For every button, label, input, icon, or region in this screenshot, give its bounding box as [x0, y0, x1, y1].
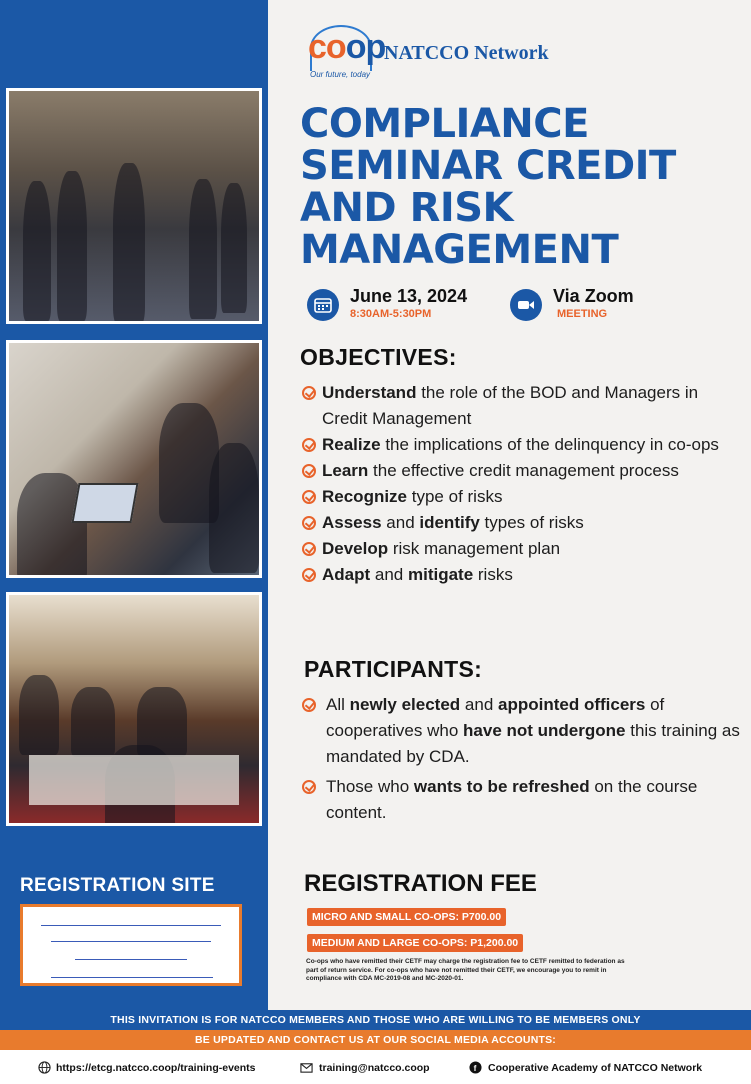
check-circle-icon: [302, 490, 316, 504]
natcco-logo: [308, 28, 608, 86]
event-venue-sub: MEETING: [557, 308, 608, 320]
registration-line: [51, 977, 213, 978]
check-circle-icon: [302, 516, 316, 530]
registration-site-heading: REGISTRATION SITE: [20, 875, 215, 896]
event-time: 8:30AM-5:30PM: [350, 308, 432, 320]
facebook-link[interactable]: Cooperative Academy of NATCCO Network: [488, 1062, 703, 1074]
objective-item: Learn the effective credit management process: [302, 458, 742, 484]
check-circle-icon: [302, 568, 316, 582]
registration-line: [75, 959, 187, 960]
objective-item: Understand the role of the BOD and Managers in Credit Management: [302, 380, 742, 432]
check-circle-icon: [302, 386, 316, 400]
mail-icon: [300, 1061, 313, 1074]
registration-line: [51, 941, 211, 942]
objective-item: Recognize type of risks: [302, 484, 742, 510]
contact-banner: BE UPDATED AND CONTACT US AT OUR SOCIAL MEDIA ACCOUNTS:: [0, 1030, 751, 1050]
title-line: MANAGEMENT: [300, 227, 619, 273]
coop-wordmark: coop: [308, 28, 386, 66]
check-circle-icon: [302, 438, 316, 452]
participants-heading: PARTICIPANTS:: [304, 656, 483, 682]
objectives-list: [302, 380, 742, 588]
calendar-icon: [307, 289, 339, 321]
fee-badge-medium: MEDIUM AND LARGE CO-OPS: P1,200.00: [307, 934, 523, 952]
participant-item: All newly elected and appointed officers of cooperatives who have not undergone this training as mandated by CDA.: [302, 692, 742, 770]
registration-qr-box[interactable]: [20, 904, 242, 986]
check-circle-icon: [302, 542, 316, 556]
title-line: COMPLIANCE: [300, 101, 589, 147]
logo-tagline: Our future, today: [310, 70, 371, 79]
check-circle-icon: [302, 780, 316, 794]
email-link[interactable]: training@natcco.coop: [319, 1062, 430, 1074]
objective-item: Assess and identify types of risks: [302, 510, 742, 536]
objectives-heading: OBJECTIVES:: [300, 344, 457, 370]
website-link[interactable]: https://etcg.natcco.coop/training-events: [56, 1062, 256, 1074]
seminar-photo-1: [6, 88, 262, 324]
seminar-photo-3: [6, 592, 262, 826]
title-line: SEMINAR CREDIT: [300, 143, 676, 189]
logo-network-name: NATCCO Network: [384, 42, 549, 64]
fee-badge-micro: MICRO AND SMALL CO-OPS: P700.00: [307, 908, 506, 926]
check-circle-icon: [302, 698, 316, 712]
registration-fee-heading: REGISTRATION FEE: [304, 870, 537, 897]
facebook-icon: [469, 1061, 482, 1074]
title-line: AND RISK: [300, 185, 514, 231]
zoom-camera-icon: [510, 289, 542, 321]
participants-list: [302, 692, 742, 826]
registration-line: [41, 925, 221, 926]
cetf-note: Co-ops who have remitted their CETF may charge the registration fee to CETF remitted to federation as part of return service. For co-ops who have not remitted their CETF, we encourage you to remit in compliance with CDA MC-2019-08 and MC-2020-01.: [306, 958, 625, 982]
left-panel: [0, 0, 268, 1010]
event-venue: Via Zoom: [553, 286, 634, 306]
footer: [0, 1050, 751, 1084]
objective-item: Realize the implications of the delinquency in co-ops: [302, 432, 742, 458]
page-title: [300, 103, 740, 271]
objective-item: Adapt and mitigate risks: [302, 562, 742, 588]
svg-text:f: f: [473, 1063, 477, 1074]
globe-icon: [38, 1061, 51, 1074]
participant-item: Those who wants to be refreshed on the course content.: [302, 774, 742, 826]
event-date: June 13, 2024: [350, 286, 468, 306]
seminar-photo-2: [6, 340, 262, 578]
objective-item: Develop risk management plan: [302, 536, 742, 562]
check-circle-icon: [302, 464, 316, 478]
invitation-banner: THIS INVITATION IS FOR NATCCO MEMBERS AND THOSE WHO ARE WILLING TO BE MEMBERS ONLY: [0, 1010, 751, 1030]
